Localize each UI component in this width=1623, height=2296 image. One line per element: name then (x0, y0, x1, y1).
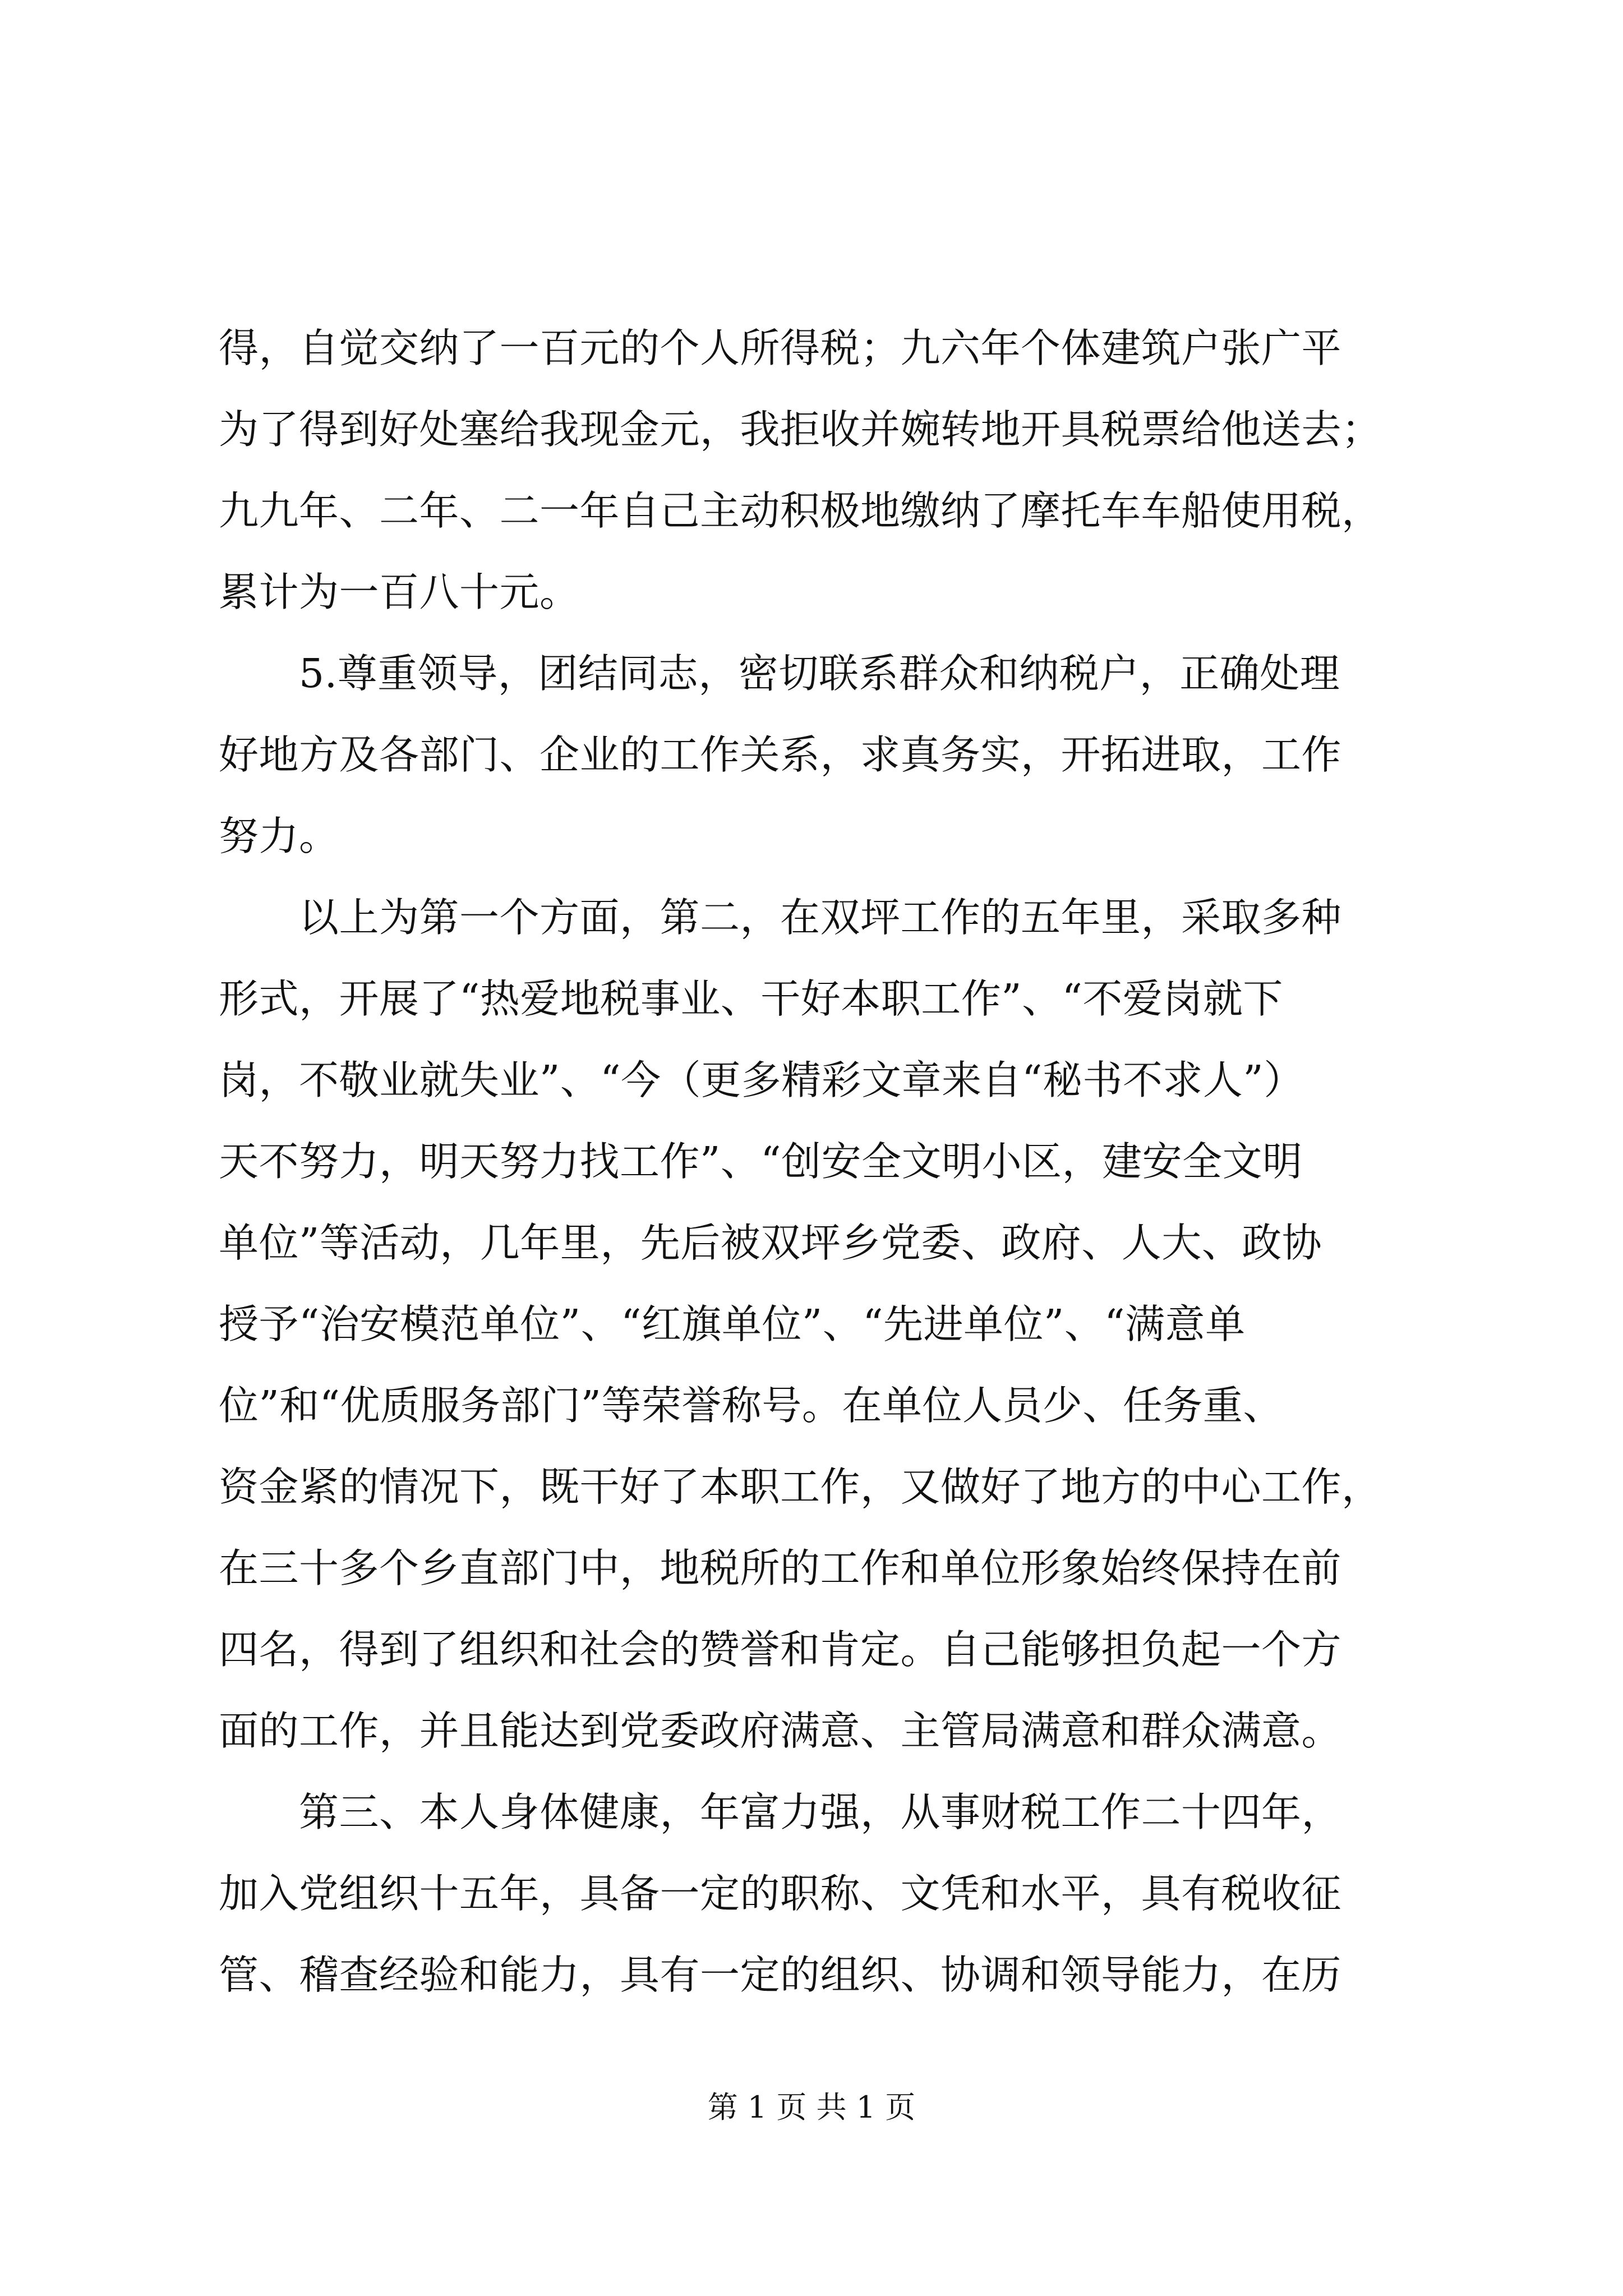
text-line: 为了得到好处塞给我现金元，我拒收并婉转地开具税票给他送去； (219, 406, 1382, 453)
text-line: 累计为一百八十元。 (219, 569, 580, 615)
text-line: 努力。 (219, 813, 339, 859)
text-line: 形式，开展了“热爱地税事业、干好本职工作”、“不爱岗就下 (219, 976, 1283, 1022)
text-line: 以上为第一个方面，第二，在双坪工作的五年里，采取多种 (219, 894, 1342, 941)
text-line: 资金紧的情况下，既干好了本职工作，又做好了地方的中心工作， (219, 1464, 1382, 1510)
text-line: 四名，得到了组织和社会的赞誉和肯定。自己能够担负起一个方 (219, 1626, 1342, 1673)
text-line: 第三、本人身体健康，年富力强，从事财税工作二十四年， (219, 1789, 1342, 1835)
page-footer: 第 1 页 共 1 页 (707, 2090, 916, 2125)
text-line: 得，自觉交纳了一百元的个人所得税；九六年个体建筑户张广平 (219, 325, 1342, 371)
text-line: 单位”等活动，几年里，先后被双坪乡党委、政府、人大、政协 (219, 1220, 1322, 1266)
text-line: 九九年、二年、二一年自己主动积极地缴纳了摩托车车船使用税， (219, 487, 1382, 534)
text-line: 岗，不敬业就失业”、“今（更多精彩文章来自“秘书不求人”） (219, 1057, 1304, 1103)
text-line: 面的工作，并且能达到党委政府满意、主管局满意和群众满意。 (219, 1708, 1342, 1754)
text-line: 加入党组织十五年，具备一定的职称、文凭和水平，具有税收征 (219, 1870, 1342, 1917)
text-line: 管、稽查经验和能力，具有一定的组织、协调和领导能力，在历 (219, 1952, 1342, 1998)
text-line: 好地方及各部门、企业的工作关系，求真务实，开拓进取，工作 (219, 731, 1342, 778)
text-line: 授予“治安模范单位”、“红旗单位”、“先进单位”、“满意单 (219, 1301, 1246, 1347)
text-line: 位”和“优质服务部门”等荣誉称号。在单位人员少、任务重、 (219, 1382, 1283, 1429)
text-line: 在三十多个乡直部门中，地税所的工作和单位形象始终保持在前 (219, 1545, 1342, 1591)
text-line: 5.尊重领导，团结同志，密切联系群众和纳税户，正确处理 (219, 650, 1340, 697)
text-line: 天不努力，明天努力找工作”、“创安全文明小区，建安全文明 (219, 1138, 1303, 1185)
document-body (219, 307, 1447, 2016)
